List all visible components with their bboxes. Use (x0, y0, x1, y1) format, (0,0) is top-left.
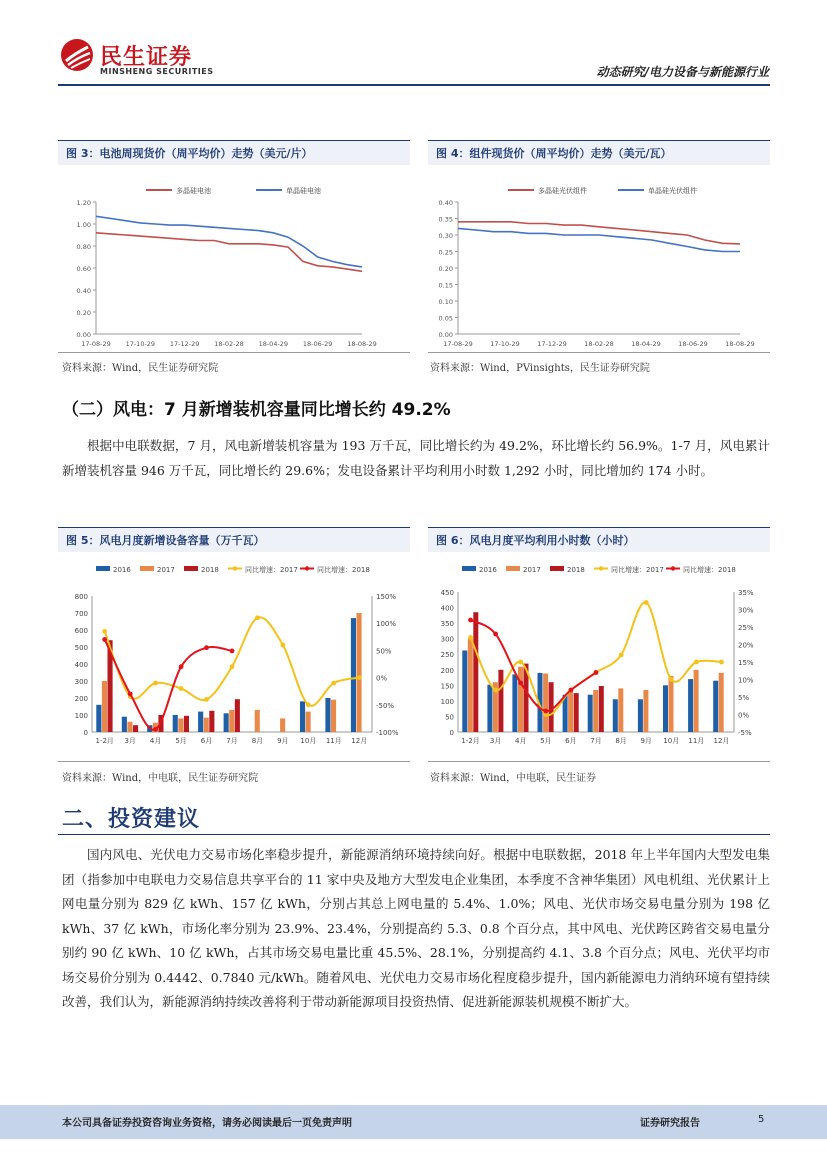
fig6-bar (688, 679, 693, 732)
fig6-x-tick-label: 4月 (514, 737, 527, 745)
fig5-growth-point (281, 643, 286, 648)
fig6-x-tick-label: 11月 (688, 737, 705, 745)
figure-6-title: 图 6：风电月度平均利用小时数（小时） (428, 527, 770, 552)
fig5-growth-point (102, 629, 107, 634)
fig4-legend-label: 单晶硅光伏组件 (648, 187, 697, 195)
fig6-growth-point (468, 618, 473, 623)
fig5-legend-label: 2016 (113, 566, 131, 574)
fig6-bar (694, 670, 699, 732)
logo-english: MINSHENG SECURITIES (100, 67, 214, 76)
fig3-series-line (96, 216, 362, 267)
fig6-x-tick-label: 3月 (489, 737, 502, 745)
fig6-bar (599, 686, 604, 732)
fig6-growth-point (518, 660, 523, 665)
fig6-bar (468, 639, 473, 732)
fig5-x-tick-label: 3月 (124, 737, 136, 745)
fig3-x-tick-label: 18-02-28 (214, 340, 244, 348)
investment-paragraph: 国内风电、光伏电力交易市场化率稳步提升，新能源消纳环境持续向好。根据中电联数据，2018 年上半年国内大型发电集团（指参加中电联电力交易信息共享平台的 11 家中央及地方大型发电企业集团，本季度不含神华集团）风电机组、光伏累计上网电量分别为 829 亿 kWh、157 亿 kWh，分别占其总上网电量的 5.4%、1.0%；风电、光伏市场交易电量分别为 198 亿 kWh、37 亿 kWh，市场化率分别为 23.9%、23.4%，分别提高约 5.3、0.8 个百分点，其中风电、光伏跨区跨省交易电量分别约 90 亿 kWh、10 亿 kWh，占其市场交易电量比重 45.5%、28.1%，分别提高约 4.1、3.8 个百分点；风电、光伏平均市场交易价分别为 0.4442、0.7840 元/kWh。随着风电、光伏电力交易市场化程度稳步提升，国内新能源电力消纳环境有望持续改善，我们认为，新能源消纳持续改善将利于带动新能源项目投资热情、促进新能源装机规模不断扩大。 (62, 847, 770, 1009)
fig4-x-tick-label: 18-04-29 (631, 340, 661, 348)
fig6-legend-swatch (550, 566, 564, 571)
fig5-bar (357, 613, 362, 732)
fig6-x-tick-label: 8月 (615, 737, 627, 745)
figure-5-chart (58, 558, 410, 756)
fig5-growth-point (357, 675, 362, 680)
fig5-legend-label: 同比增速：2018 (317, 566, 370, 574)
fig4-y-tick-label: 0.05 (438, 314, 453, 323)
fig6-growth-point (669, 677, 674, 682)
wind-paragraph: 根据中电联数据，7 月，风电新增装机容量为 193 万千瓦，同比增长约为 49.2%，环比增长约 56.9%。1-7 月，风电累计新增装机容量 946 万千瓦，同比增长约 29.6%；发电设备累计平均利用小时数 1,292 小时，同比增加约 174 小时。 (62, 438, 770, 478)
fig6-y-tick-label: 150 (440, 682, 454, 691)
fig6-y-tick-label: 350 (440, 620, 454, 629)
fig5-y-tick-label: 300 (74, 678, 88, 686)
fig4-y-tick-label: 0.20 (438, 265, 453, 273)
fig5-bar (184, 716, 189, 732)
fig6-y-tick-label: 450 (440, 589, 454, 597)
fig6-growth-point (493, 632, 498, 637)
fig5-bar (280, 718, 285, 732)
fig5-x-tick-label: 8月 (251, 737, 264, 745)
fig5-legend-label: 2017 (157, 566, 175, 574)
fig5-bar (178, 718, 183, 732)
fig5-growth-point (204, 697, 209, 702)
logo-chinese: 民生证券 (100, 45, 193, 70)
fig6-legend-label: 2018 (567, 566, 585, 574)
fig6-bar (669, 676, 674, 732)
fig6-bar (719, 673, 724, 732)
fig5-y-tick-label: 200 (74, 695, 88, 703)
report-type: 动态研究/电力设备与新能源行业 (596, 65, 769, 79)
fig5-bar (173, 715, 178, 732)
fig5-x-tick-label: 10月 (300, 737, 317, 745)
fig6-bar (498, 670, 503, 732)
fig5-bar (102, 681, 107, 732)
fig5-x-tick-label: 4月 (149, 737, 162, 745)
fig4-y-tick-label: 0.25 (438, 248, 453, 257)
fig6-bar (512, 674, 517, 732)
fig5-y-tick-label: 500 (74, 644, 88, 652)
fig3-legend-label: 单晶硅电池 (286, 187, 321, 195)
fig5-growth-point (204, 645, 209, 650)
fig4-y-tick-label: 0.15 (438, 281, 453, 290)
fig5-bar (331, 700, 336, 732)
fig5-bar (351, 618, 356, 732)
fig5-bar (209, 711, 214, 732)
fig3-y-tick-label: 0.40 (76, 287, 91, 295)
fig6-legend-label: 2016 (479, 566, 497, 574)
fig6-y-tick-label: 300 (440, 635, 454, 644)
fig6-y-tick-label: 400 (440, 604, 454, 613)
fig6-growth-point (694, 660, 699, 665)
fig3-svg (58, 170, 410, 350)
fig5-growth-point (153, 727, 158, 732)
fig5-growth-line (105, 617, 360, 706)
fig6-growth-point (569, 688, 574, 693)
fig6-x-tick-label: 1-2月 (461, 737, 480, 745)
fig3-y-tick-label: 0.00 (76, 331, 91, 339)
fig3-x-tick-label: 18-08-29 (347, 340, 377, 348)
fig3-legend-label: 多晶硅电池 (176, 187, 211, 195)
fig5-bar (198, 712, 203, 732)
fig5-bar (229, 710, 234, 732)
fig5-growth-point (153, 681, 158, 686)
fig6-growth-point (493, 688, 498, 693)
fig6-bar (462, 651, 467, 733)
fig6-growth-point (468, 635, 473, 640)
fig6-growth-point (543, 709, 548, 714)
fig6-y-tick-label: 200 (440, 666, 454, 675)
fig4-x-tick-label: 18-06-29 (678, 340, 708, 348)
figure-5-source: 资料来源：Wind，中电联，民生证券研究院 (62, 773, 259, 784)
fig6-legend-label: 同比增速：2018 (683, 566, 736, 574)
fig5-y2-tick-label: -100% (376, 729, 399, 737)
fig5-bar (96, 705, 101, 732)
fig5-growth-point (102, 637, 107, 642)
fig6-y2-tick-label: 25% (738, 624, 754, 632)
fig6-bar (568, 692, 573, 732)
fig5-y-tick-label: 800 (74, 593, 88, 601)
fig5-y-tick-label: 0 (83, 729, 88, 737)
fig6-bar (487, 685, 492, 732)
fig6-bar (643, 690, 648, 732)
fig6-legend-swatch-dot (671, 566, 675, 570)
fig3-series-line (96, 233, 362, 271)
fig5-x-tick-label: 1-2月 (95, 737, 114, 745)
figure-6-source: 资料来源：Wind，中电联，民生证券 (430, 773, 597, 784)
figure-4-title: 图 4：组件现货价（周平均价）走势（美元/瓦） (428, 140, 770, 165)
fig6-growth-point (619, 653, 624, 658)
figure-6-source-rule (428, 761, 770, 762)
fig5-svg (58, 558, 410, 756)
fig5-x-tick-label: 7月 (226, 737, 238, 745)
fig5-x-tick-label: 12月 (351, 737, 368, 745)
investment-section-title: 二、投资建议 (62, 807, 201, 832)
fig6-bar (518, 667, 523, 732)
fig6-bar (588, 695, 593, 732)
fig5-growth-point (255, 615, 260, 620)
fig4-y-tick-label: 0.00 (438, 331, 453, 339)
fig6-y2-tick-label: 5% (738, 694, 750, 702)
fig5-y2-tick-label: -50% (376, 701, 395, 710)
fig6-y2-tick-label: 35% (738, 589, 754, 597)
fig5-y-tick-label: 700 (74, 610, 88, 618)
fig6-x-tick-label: 6月 (565, 737, 577, 745)
fig3-x-tick-label: 17-08-29 (81, 340, 111, 348)
fig6-legend-swatch (462, 566, 476, 571)
fig3-y-tick-label: 0.60 (76, 265, 91, 273)
fig5-legend-label: 2018 (201, 566, 219, 574)
fig6-growth-point (719, 660, 724, 665)
fig5-bar (255, 710, 260, 732)
fig4-y-tick-label: 0.40 (438, 199, 453, 207)
fig5-bar (235, 699, 240, 732)
page-number: 5 (758, 1114, 765, 1125)
fig6-bar (663, 685, 668, 732)
fig4-y-tick-label: 0.10 (438, 298, 453, 306)
fig5-growth-point (230, 649, 235, 654)
fig5-y2-tick-label: 50% (376, 647, 392, 656)
fig6-legend-label: 同比增速：2017 (611, 566, 664, 574)
wind-section-title: （二）风电：7 月新增装机容量同比增长约 49.2% (62, 400, 451, 420)
fig6-y-tick-label: 100 (440, 697, 454, 706)
fig5-x-tick-label: 6月 (200, 737, 213, 745)
figure-5-source-rule (58, 761, 410, 762)
figure-3-source: 资料来源：Wind，民生证券研究院 (62, 363, 219, 374)
fig4-y-tick-label: 0.30 (438, 232, 453, 240)
fig3-x-tick-label: 18-04-29 (258, 340, 289, 348)
fig6-x-tick-label: 10月 (663, 737, 680, 745)
fig5-y2-tick-label: 100% (376, 620, 397, 629)
fig5-growth-point (179, 686, 184, 691)
fig3-x-tick-label: 18-06-29 (302, 340, 333, 348)
fig6-bar (613, 699, 618, 732)
figure-6-chart (428, 558, 770, 756)
fig6-growth-point (594, 670, 599, 675)
fig5-y-tick-label: 100 (74, 712, 88, 720)
figure-3-source-rule (58, 352, 410, 353)
fig6-y2-tick-label: 20% (738, 641, 754, 650)
figure-4-chart (428, 170, 770, 350)
fig6-y-tick-label: 50 (445, 713, 454, 722)
fig3-x-tick-label: 17-12-29 (169, 340, 200, 348)
fig4-x-tick-label: 17-08-29 (443, 340, 473, 348)
fig4-series-line (458, 222, 740, 244)
fig6-y2-tick-label: 15% (738, 659, 754, 667)
fig5-bar (133, 725, 138, 732)
fig6-bar (549, 682, 554, 732)
fig6-bar (713, 681, 718, 732)
fig5-growth-point (306, 702, 311, 707)
fig6-y2-tick-label: -5% (738, 729, 752, 737)
fig6-bar (574, 693, 579, 732)
fig4-y-tick-label: 0.35 (438, 215, 453, 224)
fig3-y-tick-label: 1.00 (76, 221, 91, 229)
figure-4-source-rule (428, 352, 770, 353)
header-divider (58, 84, 770, 86)
fig3-x-tick-label: 17-10-29 (125, 340, 156, 348)
fig6-bar (638, 699, 643, 732)
figure-4-source: 资料来源：Wind，PVinsights，民生证券研究院 (430, 363, 650, 374)
fig6-y-tick-label: 0 (449, 729, 454, 737)
fig5-x-tick-label: 5月 (175, 737, 187, 745)
fig6-x-tick-label: 9月 (640, 737, 652, 745)
fig6-x-tick-label: 5月 (540, 737, 552, 745)
fig6-legend-label: 2017 (523, 566, 541, 574)
fig5-legend-swatch (184, 566, 198, 571)
fig5-bar (204, 718, 209, 732)
investment-title-rule (58, 834, 770, 835)
fig6-bar (543, 674, 548, 733)
fig6-legend-swatch (506, 566, 520, 571)
fig5-legend-swatch (96, 566, 110, 571)
fig6-x-tick-label: 7月 (590, 737, 602, 745)
fig5-bar (300, 701, 305, 732)
brand-logo-icon (60, 38, 94, 72)
fig5-x-tick-label: 11月 (325, 737, 342, 745)
fig4-legend-label: 多晶硅光伏组件 (538, 187, 587, 195)
fig5-legend-swatch (140, 566, 154, 571)
fig5-legend-label: 同比增速：2017 (245, 566, 298, 574)
fig4-x-tick-label: 17-12-29 (537, 340, 567, 348)
fig5-growth-point (128, 692, 133, 697)
footer-report-label: 证券研究报告 (640, 1118, 700, 1129)
figure-3-chart (58, 170, 410, 350)
fig5-y-tick-label: 600 (74, 627, 88, 635)
fig4-x-tick-label: 18-02-28 (584, 340, 614, 348)
fig3-y-tick-label: 0.20 (76, 309, 91, 317)
fig6-y2-tick-label: 0% (738, 711, 750, 720)
fig5-legend-swatch-dot (305, 566, 309, 570)
fig6-x-tick-label: 12月 (713, 737, 730, 745)
fig6-legend-swatch-dot (599, 566, 603, 570)
fig4-x-tick-label: 18-08-29 (725, 340, 755, 348)
fig5-x-tick-label: 9月 (277, 737, 289, 745)
fig6-growth-point (518, 681, 523, 686)
page-header (0, 0, 827, 88)
fig6-svg (428, 558, 770, 756)
fig5-growth-point (331, 681, 336, 686)
fig5-y2-tick-label: 150% (376, 593, 397, 601)
fig6-y2-tick-label: 30% (738, 606, 754, 615)
fig6-bar (618, 688, 623, 732)
fig5-y2-tick-label: 0% (376, 674, 388, 683)
fig5-growth-point (179, 664, 184, 669)
fig5-y-tick-label: 400 (74, 661, 88, 669)
fig5-bar (306, 712, 311, 732)
fig3-y-tick-label: 0.80 (76, 243, 91, 251)
fig5-bar (325, 698, 330, 732)
fig5-bar (224, 713, 229, 732)
fig4-svg (428, 170, 770, 350)
figure-5-title: 图 5：风电月度新增设备容量（万千瓦） (58, 527, 410, 552)
figure-3-title: 图 3：电池周现货价（周平均价）走势（美元/片） (58, 140, 410, 165)
fig5-bar (122, 717, 127, 732)
fig3-y-tick-label: 1.20 (76, 199, 91, 207)
fig6-y-tick-label: 250 (440, 651, 454, 660)
fig6-y2-tick-label: 10% (738, 676, 754, 685)
fig5-legend-swatch-dot (233, 566, 237, 570)
footer-disclaimer: 本公司具备证券投资咨询业务资格，请务必阅读最后一页免责声明 (62, 1118, 352, 1129)
fig4-x-tick-label: 17-10-29 (490, 340, 520, 348)
fig6-growth-point (644, 600, 649, 605)
fig5-growth-point (230, 664, 235, 669)
fig6-bar (593, 690, 598, 732)
fig6-bar (473, 612, 478, 732)
fig5-bar (127, 722, 132, 732)
fig4-series-line (458, 228, 740, 251)
